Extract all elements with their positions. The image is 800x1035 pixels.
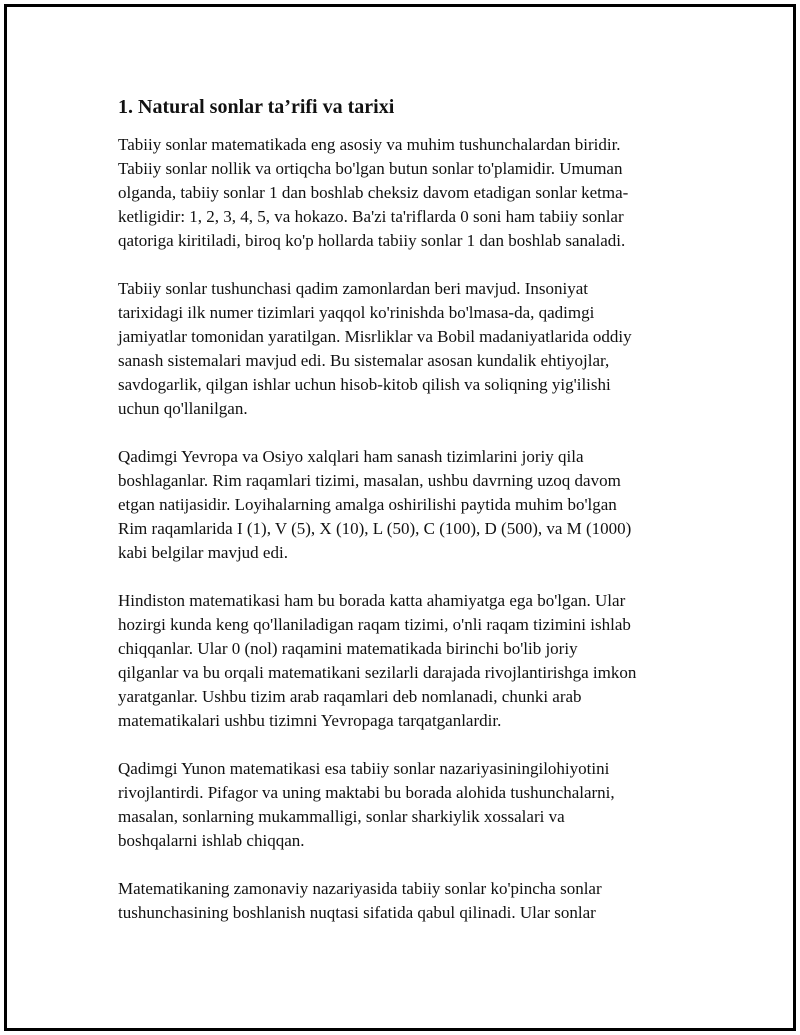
text-line: Qadimgi Yunon matematikasi esa tabiiy sonlar nazariyasiningilohiyotini — [118, 759, 610, 778]
text-line: yaratganlar. Ushbu tizim arab raqamlari deb nomlanadi, chunki arab — [118, 687, 582, 706]
text-line: qatoriga kiritiladi, biroq ko'p hollarda tabiiy sonlar 1 dan boshlab sanaladi. — [118, 231, 626, 250]
paragraph — [118, 589, 690, 733]
paragraph — [118, 277, 690, 421]
text-line: Tabiiy sonlar tushunchasi qadim zamonlardan beri mavjud. Insoniyat — [118, 279, 588, 298]
text-line: etgan natijasidir. Loyihalarning amalga oshirilishi paytida muhim bo'lgan — [118, 495, 617, 514]
text-line: Qadimgi Yevropa va Osiyo xalqlari ham sanash tizimlarini joriy qila — [118, 447, 584, 466]
document-body — [118, 95, 690, 949]
text-line: Tabiiy sonlar nollik va ortiqcha bo'lgan butun sonlar to'plamidir. Umuman — [118, 159, 623, 178]
text-line: Rim raqamlarida I (1), V (5), X (10), L (50), C (100), D (500), va M (1000) — [118, 519, 632, 538]
paragraph — [118, 133, 690, 253]
text-line: savdogarlik, qilgan ishlar uchun hisob-kitob qilish va soliqning yig'ilishi — [118, 375, 611, 394]
text-line: Hindiston matematikasi ham bu borada katta ahamiyatga ega bo'lgan. Ular — [118, 591, 626, 610]
text-line: hozirgi kunda keng qo'llaniladigan raqam tizimi, o'nli raqam tizimini ishlab — [118, 615, 631, 634]
text-line: Matematikaning zamonaviy nazariyasida tabiiy sonlar ko'pincha sonlar — [118, 879, 602, 898]
text-line: tushunchasining boshlanish nuqtasi sifatida qabul qilinadi. Ular sonlar — [118, 903, 596, 922]
text-line: ketligidir: 1, 2, 3, 4, 5, va hokazo. Ba'zi ta'riflarda 0 soni ham tabiiy sonlar — [118, 207, 624, 226]
paragraph — [118, 757, 690, 853]
text-line: uchun qo'llanilgan. — [118, 399, 248, 418]
text-line: kabi belgilar mavjud edi. — [118, 543, 288, 562]
text-line: tarixidagi ilk numer tizimlari yaqqol ko'rinishda bo'lmasa-da, qadimgi — [118, 303, 595, 322]
text-line: matematikalari ushbu tizimni Yevropaga tarqatganlardir. — [118, 711, 502, 730]
text-line: masalan, sonlarning mukammalligi, sonlar sharkiylik xossalari va — [118, 807, 565, 826]
section-title: 1. Natural sonlar ta’rifi va tarixi — [118, 96, 395, 118]
text-line: qilganlar va bu orqali matematikani sezilarli darajada rivojlantirishga imkon — [118, 663, 637, 682]
text-line: rivojlantirdi. Pifagor va uning maktabi bu borada alohida tushunchalarni, — [118, 783, 615, 802]
text-line: jamiyatlar tomonidan yaratilgan. Misrliklar va Bobil madaniyatlarida oddiy — [118, 327, 632, 346]
text-line: boshlaganlar. Rim raqamlari tizimi, masalan, ushbu davrning uzoq davom — [118, 471, 621, 490]
paragraph — [118, 445, 690, 565]
paragraph — [118, 877, 690, 925]
text-line: boshqalarni ishlab chiqqan. — [118, 831, 305, 850]
text-line: chiqqanlar. Ular 0 (nol) raqamini matematikada birinchi bo'lib joriy — [118, 639, 578, 658]
text-line: olganda, tabiiy sonlar 1 dan boshlab cheksiz davom etadigan sonlar ketma- — [118, 183, 629, 202]
paragraph-list — [118, 133, 690, 925]
text-line: sanash sistemalari mavjud edi. Bu sistemalar asosan kundalik ehtiyojlar, — [118, 351, 610, 370]
text-line: Tabiiy sonlar matematikada eng asosiy va muhim tushunchalardan biridir. — [118, 135, 621, 154]
